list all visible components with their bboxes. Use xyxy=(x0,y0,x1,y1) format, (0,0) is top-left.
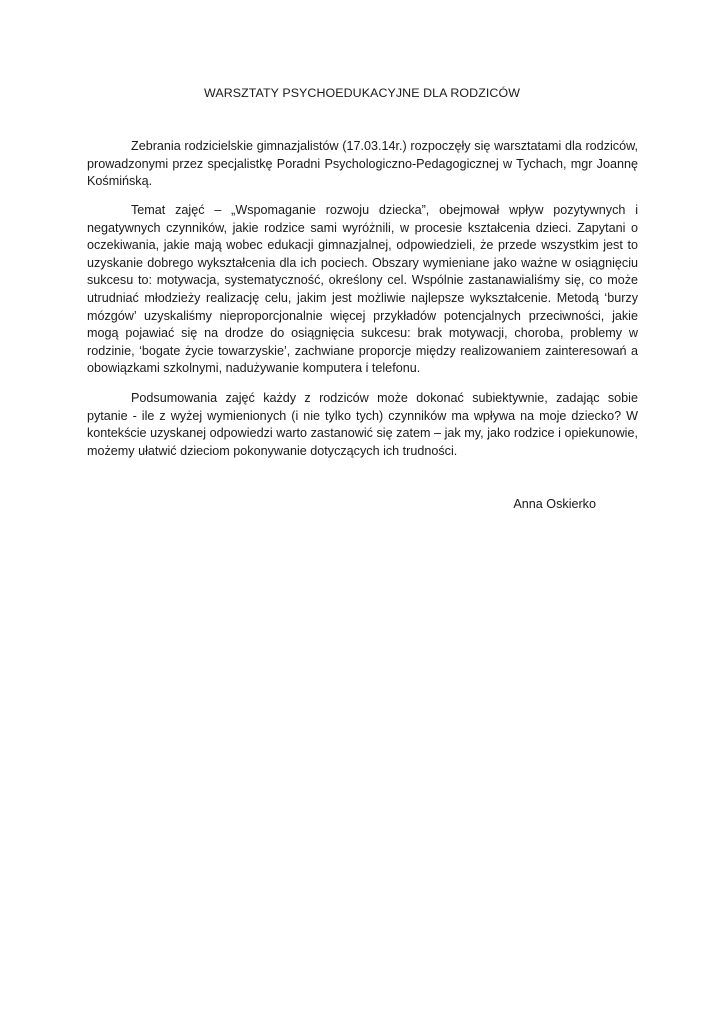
paragraph-topic: Temat zajęć – „Wspomaganie rozwoju dziecka”, obejmował wpływ pozytywnych i negatywnych czynników, jakie rodzice sami wyróżnili, w procesie kształcenia dzieci. Zapytani o oczekiwania, jakie mają wobec edukacji gimnazjalnej, odpowiedzieli, że przede wszystkim jest to uzyskanie dobrego wykształcenia dla ich pociech. Obszary wymieniane jako ważne w osiągnięciu sukcesu to: motywacja, systematyczność, określony cel. Wspólnie zastanawialiśmy się, co może utrudniać młodzieży realizację celu, jakim jest możliwie najlepsze wykształcenie. Metodą ‘burzy mózgów’ uzyskaliśmy nieproporcjonalnie więcej przykładów potencjalnych przeciwności, jakie mogą pojawiać się na drodze do osiągnięcia sukcesu: brak motywacji, choroba, problemy w rodzinie, ‘bogate życie towarzyskie’, zachwiane proporcje między realizowaniem zainteresowań a obowiązkami szkolnymi, nadużywanie komputera i telefonu. xyxy=(87,203,638,376)
paragraph-summary: Podsumowania zajęć każdy z rodziców może dokonać subiektywnie, zadając sobie pytanie - ile z wyżej wymienionych (i nie tylko tych) czynników ma wpływa na moje dziecko? W kontekście uzyskanej odpowiedzi warto zastanowić się zatem – jak my, jako rodzice i opiekunowie, możemy ułatwić dzieciom pokonywanie dotyczących ich trudności. xyxy=(87,391,638,458)
author-signature: Anna Oskierko xyxy=(513,497,596,511)
document-title: WARSZTATY PSYCHOEDUKACYJNE DLA RODZICÓW xyxy=(204,86,520,100)
paragraph-intro: Zebrania rodzicielskie gimnazjalistów (17.03.14r.) rozpoczęły się warsztatami dla rodziców, prowadzonymi przez specjalistkę Poradni Psychologiczno-Pedagogicznej w Tychach, mgr Joannę Kośmińską. xyxy=(87,139,638,189)
